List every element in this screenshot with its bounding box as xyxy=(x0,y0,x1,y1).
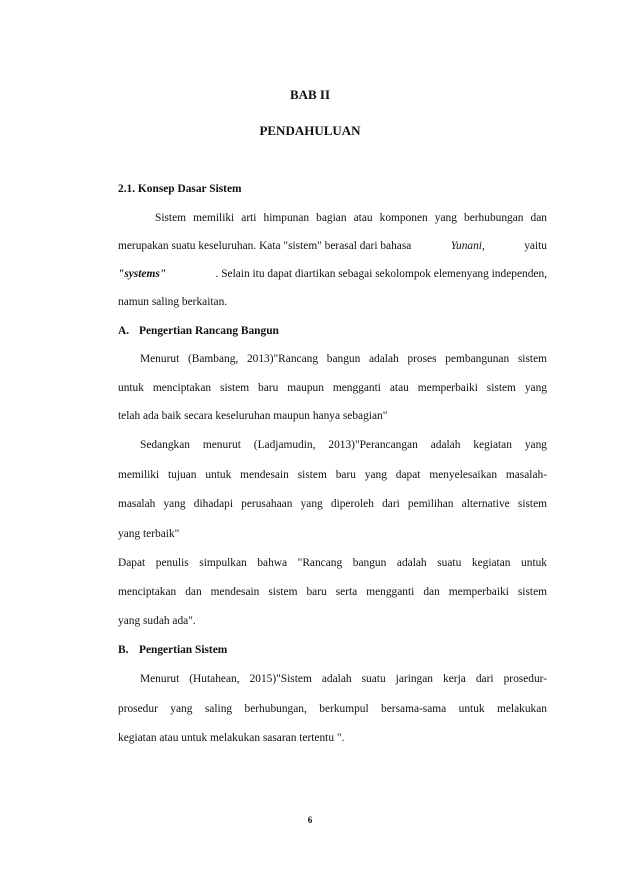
paragraph-b1-line-1: Menurut (Hutahean, 2015)"Sistem adalah suatu jaringan kerja dari prosedur- xyxy=(140,673,547,685)
paragraph-b1-line-2: prosedur yang saling berhubungan, berkumpul bersama-sama untuk melakukan xyxy=(118,703,547,715)
subheading-b-title: Pengertian Sistem xyxy=(139,644,228,656)
chapter-heading: BAB II xyxy=(289,87,331,102)
intro-line-3 xyxy=(118,267,547,281)
intro-line-2c: yaitu xyxy=(524,240,547,252)
chapter-title: PENDAHULUAN xyxy=(259,123,361,138)
subheading-b-number: B. xyxy=(118,644,129,656)
paragraph-b1-line-3: kegiatan atau untuk melakukan sasaran tertentu ". xyxy=(118,732,345,744)
paragraph-a2-line-3: masalah yang dihadapi perusahaan yang diperoleh dari pemilihan alternative sistem xyxy=(118,498,547,510)
paragraph-a1-line-3: telah ada baik secara keseluruhan maupun hanya sebagian" xyxy=(118,410,388,422)
paragraph-a2-line-4: yang terbaik" xyxy=(118,528,180,540)
intro-line-3b: . Selain itu dapat diartikan sebagai sekolompok elemenyang independen, xyxy=(215,268,547,280)
paragraph-a3-line-1: Dapat penulis simpulkan bahwa "Rancang bangun adalah suatu kegiatan untuk xyxy=(118,557,547,569)
paragraph-a1-line-2: untuk menciptakan sistem baru maupun mengganti atau memperbaiki sistem yang xyxy=(118,382,547,394)
intro-line-2b: Yunani, xyxy=(450,240,485,252)
subheading-b xyxy=(118,643,227,657)
paragraph-a1-line-1: Menurut (Bambang, 2013)"Rancang bangun adalah proses pembangunan sistem xyxy=(140,353,547,365)
page-number: 6 xyxy=(307,815,313,825)
intro-line-2a: merupakan suatu keseluruhan. Kata "sistem" berasal dari bahasa xyxy=(118,240,412,252)
section-heading: 2.1. Konsep Dasar Sistem xyxy=(118,183,242,195)
subheading-a-number: A. xyxy=(118,325,130,337)
subheading-a-title: Pengertian Rancang Bangun xyxy=(139,325,279,337)
intro-line-3a: "systems" xyxy=(118,268,167,280)
intro-line-1: Sistem memiliki arti himpunan bagian atau komponen yang berhubungan dan xyxy=(155,212,547,224)
paragraph-a2-line-1: Sedangkan menurut (Ladjamudin, 2013)"Perancangan adalah kegiatan yang xyxy=(140,439,547,451)
intro-line-4: namun saling berkaitan. xyxy=(118,296,228,308)
subheading-a xyxy=(118,324,279,338)
paragraph-a3-line-2: menciptakan dan mendesain sistem baru serta mengganti dan memperbaiki sistem xyxy=(118,586,547,598)
intro-line-2 xyxy=(118,239,547,253)
paragraph-a3-line-3: yang sudah ada". xyxy=(118,615,196,627)
paragraph-a2-line-2: memiliki tujuan untuk mendesain sistem baru yang dapat menyelesaikan masalah- xyxy=(118,469,547,481)
